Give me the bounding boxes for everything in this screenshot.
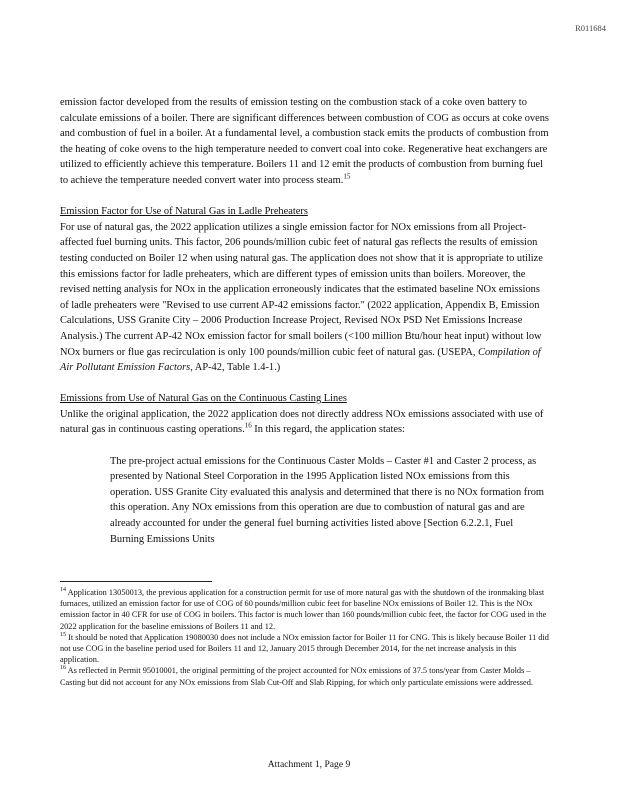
footnote-divider bbox=[60, 581, 212, 582]
footnote-text: As reflected in Permit 95010001, the original permitting of the project accounted for NOx emissions of 37.5 tons/year from Caster Molds – Casting but did not account for any NOx emissions from Slab Cut-Off and Slab Ripping, for which only particulate emissions were addressed. bbox=[60, 666, 533, 687]
ladle-heading: Emission Factor for Use of Natural Gas in Ladle Preheaters bbox=[60, 206, 308, 218]
casting-heading: Emissions from Use of Natural Gas on the Continuous Casting Lines bbox=[60, 393, 347, 405]
casting-text: Unlike the original application, the 2022 application does not directly address NOx emissions associated with use of natural gas in continuous casting operations. bbox=[60, 408, 544, 436]
intro-paragraph bbox=[60, 95, 550, 189]
footnote-14 bbox=[60, 587, 550, 632]
footnote-number: 14 bbox=[60, 587, 66, 594]
footnote-16 bbox=[60, 665, 550, 687]
casting-paragraph bbox=[60, 407, 550, 438]
footnote-number: 16 bbox=[60, 665, 66, 672]
footnote-ref-16: 16 bbox=[244, 422, 252, 430]
intro-text: emission factor developed from the results of emission testing on the combustion stack of a coke oven battery to calculate emissions of a boiler. There are significant differences between combustion of COG as occurs at coke ovens and combustion of fuel in a boiler. At a fundamental level, a combustion stack emits the products of combustion from the heating of coke ovens to the high temperature needed to convert coal into coke. Regenerative heat exchangers are utilized to efficiently achieve this temperature. Boilers 11 and 12 emit the products of combustion from burning fuel to achieve the temperature needed convert water into process steam. bbox=[60, 97, 549, 186]
footnote-number: 15 bbox=[60, 632, 66, 639]
footnote-ref-15: 15 bbox=[343, 172, 351, 181]
ladle-paragraph bbox=[60, 220, 550, 376]
ap42-citation: Compilation of Air Pollutant Emission Factors bbox=[60, 346, 541, 374]
footnotes bbox=[60, 587, 550, 688]
casting-text-after: In this regard, the application states: bbox=[251, 424, 405, 436]
ladle-text-1: For use of natural gas, the 2022 application utilizes a single emission factor for NOx emissions from all Project-affected fuel burning units. This factor, 206 pounds/million cubic feet of natural gas reflects the results of emission testing conducted on Boiler 12 when using natural gas. The application does not show that it is appropriate to utilize this emissions factor for ladle preheaters, which are different types of emission units than boilers. Moreover, the revised netting analysis for NOx in the application erroneously indicates that the estimated baseline NOx emissions of ladle preheaters were "Revised to use current AP-42 emissions factor." (2022 application, Appendix B, Emission Calculations, USS Granite City – 2006 Production Increase Project, Revised NOx PSD Net Emissions Increase Analysis.) The current AP-42 NOx emission factor for small boilers (<100 million Btu/hour heat input) without low NOx burners or flue gas recirculation is only 100 pounds/million cubic feet of natural gas. (USEPA, bbox=[60, 221, 543, 358]
document-id: R011684 bbox=[575, 23, 606, 33]
block-quote: The pre-project actual emissions for the Continuous Caster Molds – Caster #1 and Caster 2 process, as presented by National Steel Corporation in the 1995 Application listed NOx emissions from this operation. USS Granite City evaluated this analysis and determined that there is no NOx formation from this operation. Any NOx emissions from this operation are due to combustion of natural gas and are already accounted for under the general fuel burning activities listed above [Section 6.2.2.1, Fuel Burning Emissions Units bbox=[110, 455, 544, 545]
footnote-text: It should be noted that Application 19080030 does not include a NOx emission factor for Boiler 11 for CNG. This is likely because Boiler 11 did not use COG in the baseline period used for Boilers 11 and 12, January 2015 through December 2014, for the net increase analysis in this application. bbox=[60, 632, 549, 665]
footnote-15 bbox=[60, 632, 550, 666]
ladle-text-2: , AP-42, Table 1.4-1.) bbox=[190, 362, 281, 374]
body-content bbox=[60, 95, 550, 547]
footnote-text: Application 13050013, the previous application for a construction permit for use of more natural gas with the shutdown of the ironmaking blast furnaces, utilized an emission factor for use of COG of 60 pounds/million cubic feet for baseline NOx emissions of Boiler 12. This is the NOx emission factor in 40 CFR for use of COG in boilers. This factor is much lower than 160 pounds/million cubic feet, the factor for COG used in the 2022 application for the baseline emissions of Boilers 11 and 12. bbox=[60, 588, 547, 631]
page-footer: Attachment 1, Page 9 bbox=[267, 759, 351, 770]
